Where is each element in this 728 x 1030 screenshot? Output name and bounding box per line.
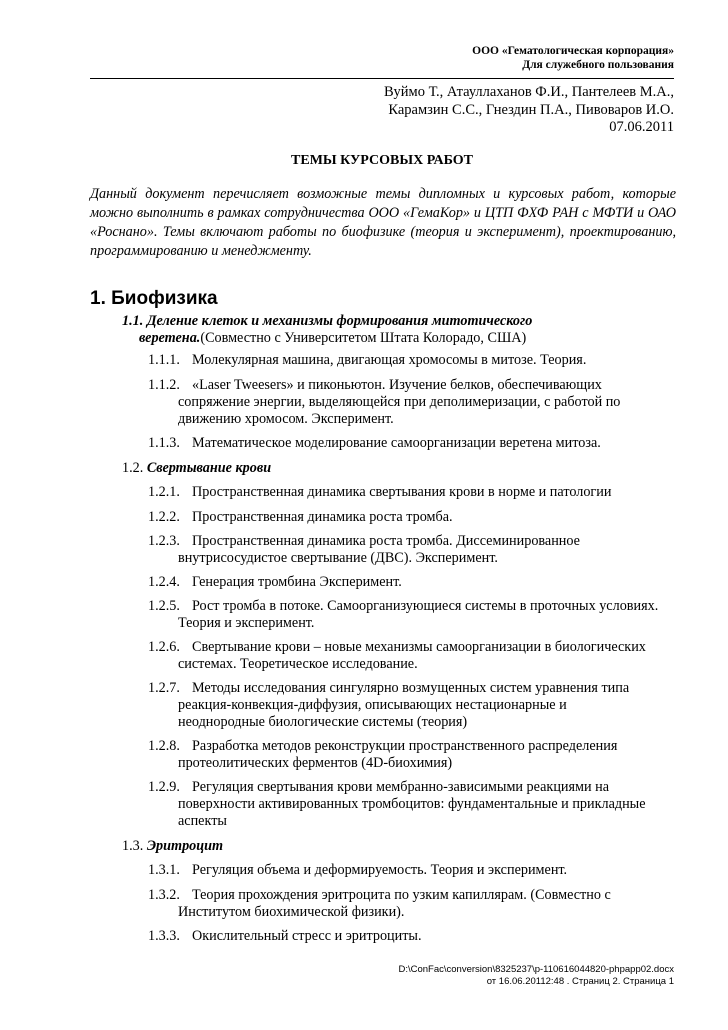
document-date: 07.06.2011 [609, 119, 674, 135]
item-number: 1.2.1. [148, 484, 180, 500]
item-text: Окислительный стресс и эритроциты. [192, 928, 422, 944]
list-item [148, 738, 684, 772]
list-item [148, 377, 684, 428]
item-number: 1.2.8. [148, 738, 180, 754]
item-text: Генерация тромбина Эксперимент. [192, 574, 402, 590]
item-text: Теория и эксперимент. [178, 615, 315, 631]
item-text: системах. Теоретическое исследование. [178, 656, 418, 672]
list-item [148, 779, 684, 830]
item-text: Пространственная динамика роста тромба. Диссеминированное [192, 533, 580, 549]
subsection-number: 1.3. [122, 838, 144, 854]
list-item [148, 639, 684, 673]
footer-file-path: D:\ConFac\conversion\8325237\p-110616044820-phpapp02.docx [398, 964, 674, 975]
page-footer [398, 964, 674, 988]
item-number: 1.1.3. [148, 435, 180, 451]
item-number: 1.2.2. [148, 509, 180, 525]
item-text: неоднородные биологические системы (теория) [178, 714, 468, 730]
subsection-heading [122, 838, 682, 855]
item-number: 1.1.1. [148, 352, 180, 368]
item-text: Математическое моделирование самоорганизации веретена митоза. [192, 435, 601, 451]
item-text: аспекты [178, 813, 227, 829]
list-item [148, 680, 684, 731]
item-number: 1.2.3. [148, 533, 180, 549]
item-text: движению хромосом. Эксперимент. [178, 411, 394, 427]
item-number: 1.2.4. [148, 574, 180, 590]
list-item [148, 598, 684, 632]
item-text: Регуляция объема и деформируемость. Теория и эксперимент. [192, 862, 568, 878]
subsection-heading [122, 460, 682, 477]
document-title: ТЕМЫ КУРСОВЫХ РАБОТ [291, 153, 473, 168]
footer-page-info: от 16.06.20112:48 . Страниц 2. Страница 1 [486, 976, 674, 987]
authors-block [384, 84, 674, 137]
section-heading: 1. Биофизика [90, 288, 218, 309]
item-text: поверхности активированных тромбоцитов: фундаментальные и прикладные [178, 796, 646, 812]
subsection-heading [122, 313, 682, 347]
header-company: ООО «Гематологическая корпорация» [472, 45, 674, 57]
list-item [148, 435, 684, 452]
item-text: протеолитических ферментов (4D-биохимия) [178, 755, 453, 771]
list-item [148, 887, 684, 921]
item-text: Регуляция свертывания крови мембранно-зависимыми реакциями на [192, 779, 610, 795]
item-text: Свертывание крови – новые механизмы самоорганизации в биологических [192, 639, 646, 655]
subsection-number: 1.2. [122, 460, 144, 476]
item-number: 1.1.2. [148, 377, 180, 393]
list-item [148, 862, 684, 879]
intro-paragraph: Данный документ перечисляет возможные темы дипломных и курсовых работ, которые можно выполнить в рамках сотрудничества ООО «ГемаКор» и ЦТП ФХФ РАН с МФТИ и ОАО «Роснано». Темы включают работы по биофизике (теория и эксперимент), проектированию, программированию и менеджменту. [90, 186, 676, 259]
item-text: Рост тромба в потоке. Самоорганизующиеся системы в проточных условиях. [192, 598, 659, 614]
item-text: внутрисосудистое свертывание (ДВС). Эксперимент. [178, 550, 498, 566]
list-item [148, 352, 684, 369]
item-number: 1.3.2. [148, 887, 180, 903]
item-text: Пространственная динамика свертывания крови в норме и патологии [192, 484, 612, 500]
header-restriction: Для служебного пользования [522, 59, 674, 71]
item-number: 1.2.9. [148, 779, 180, 795]
item-number: 1.2.5. [148, 598, 180, 614]
subsection-title: Деление клеток и механизмы формирования митотического [146, 313, 533, 329]
item-number: 1.2.7. [148, 680, 180, 696]
authors-line: Карамзин С.С., Гнездин П.А., Пивоваров И.О. [388, 101, 674, 118]
item-number: 1.3.1. [148, 862, 180, 878]
item-text: сопряжение энергии, выделяющейся при деполимеризации, с работой по [178, 394, 621, 410]
item-text: Разработка методов реконструкции пространственного распределения [192, 738, 618, 754]
item-text: Теория прохождения эритроцита по узким капиллярам. (Совместно с [192, 887, 611, 903]
item-text: Пространственная динамика роста тромба. [192, 509, 453, 525]
item-number: 1.3.3. [148, 928, 180, 944]
list-item [148, 484, 684, 501]
subsection-title: Эритроцит [146, 838, 224, 854]
item-text: реакция-конвекция-диффузия, описывающих нестационарные и [178, 697, 567, 713]
subsection-note: (Совместно с Университетом Штата Колорадо, США) [200, 330, 527, 346]
item-number: 1.2.6. [148, 639, 180, 655]
list-item [148, 533, 684, 567]
subsection-number: 1.1. [122, 313, 144, 329]
item-text: Методы исследования сингулярно возмущенных систем уравнения типа [192, 680, 630, 696]
subsection-title: веретена. [139, 330, 201, 346]
subsection-title: Свертывание крови [146, 460, 272, 476]
item-text: Институтом биохимической физики). [178, 904, 405, 920]
item-text: Молекулярная машина, двигающая хромосомы в митозе. Теория. [192, 352, 587, 368]
header-divider [90, 78, 674, 79]
list-item [148, 574, 684, 591]
list-item [148, 509, 684, 526]
list-item [148, 928, 684, 945]
item-text: «Laser Tweesers» и пиконьютон. Изучение белков, обеспечивающих [192, 377, 602, 393]
authors-line: Вуймо Т., Атауллаханов Ф.И., Пантелеев М.А., [384, 84, 674, 100]
